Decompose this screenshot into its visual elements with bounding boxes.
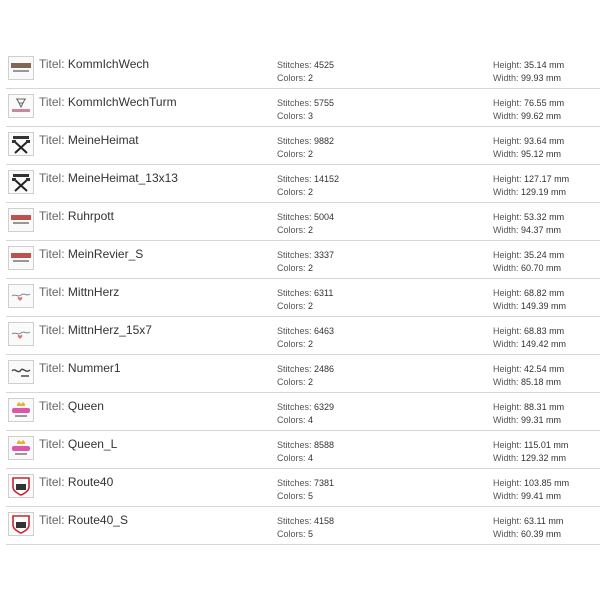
stitches-value: 3337: [314, 250, 335, 260]
title-label: Titel:: [39, 171, 65, 185]
stitches-value: 6311: [314, 288, 334, 298]
stitches-value: 5004: [314, 212, 335, 222]
width-value: 99.62 mm: [521, 111, 562, 121]
height-label: Height:: [493, 174, 522, 184]
dimension-stats: [493, 401, 564, 427]
design-title: [39, 57, 149, 71]
stitches-label: Stitches:: [277, 516, 312, 526]
stitch-stats: [277, 97, 334, 123]
stitches-value: 5755: [314, 98, 335, 108]
colors-label: Colors:: [277, 415, 306, 425]
width-value: 60.39 mm: [521, 529, 562, 539]
design-name: Ruhrpott: [67, 209, 114, 223]
colors-label: Colors:: [277, 301, 306, 311]
colors-value: 2: [308, 187, 314, 197]
design-title: [39, 133, 139, 147]
height-label: Height:: [493, 478, 522, 488]
height-value: 35.14 mm: [524, 60, 565, 70]
stitch-stats: [277, 401, 334, 427]
design-row[interactable]: [6, 89, 600, 127]
design-title: [39, 513, 128, 527]
colors-value: 4: [308, 453, 314, 463]
width-value: 99.93 mm: [521, 73, 562, 83]
stitches-value: 4525: [314, 60, 335, 70]
height-value: 103.85 mm: [524, 478, 570, 488]
width-value: 149.42 mm: [521, 339, 567, 349]
colors-value: 2: [308, 377, 314, 387]
dimension-stats: [493, 97, 564, 123]
colors-value: 5: [308, 491, 314, 501]
design-title: [39, 171, 178, 185]
ruhrpott-text-icon: [8, 56, 34, 80]
stitch-stats: [277, 477, 334, 503]
height-value: 127.17 mm: [524, 174, 570, 184]
design-name: MeinRevier_S: [67, 247, 144, 261]
design-row[interactable]: [6, 165, 600, 203]
stitches-label: Stitches:: [277, 212, 312, 222]
width-label: Width:: [493, 149, 519, 159]
design-name: Nummer1: [67, 361, 121, 375]
design-title: [39, 361, 121, 375]
title-label: Titel:: [39, 57, 65, 71]
stitch-stats: [277, 173, 339, 199]
dimension-stats: [493, 363, 564, 389]
title-label: Titel:: [39, 285, 65, 299]
height-value: 63.11 mm: [524, 516, 564, 526]
stitches-label: Stitches:: [277, 60, 312, 70]
height-label: Height:: [493, 136, 522, 146]
colors-label: Colors:: [277, 377, 306, 387]
design-name: Queen: [67, 399, 104, 413]
colors-value: 5: [308, 529, 314, 539]
stitch-stats: [277, 287, 333, 313]
colors-label: Colors:: [277, 225, 306, 235]
colors-label: Colors:: [277, 263, 306, 273]
colors-label: Colors:: [277, 111, 306, 121]
stitch-stats: [277, 515, 334, 541]
design-title: [39, 95, 177, 109]
design-row[interactable]: [6, 203, 600, 241]
height-value: 53.32 mm: [524, 212, 565, 222]
height-label: Height:: [493, 440, 522, 450]
stitches-value: 6329: [314, 402, 335, 412]
height-label: Height:: [493, 402, 522, 412]
width-value: 85.18 mm: [521, 377, 562, 387]
stitch-stats: [277, 59, 334, 85]
colors-label: Colors:: [277, 453, 306, 463]
design-row[interactable]: [6, 317, 600, 355]
dimension-stats: [493, 59, 564, 85]
width-value: 94.37 mm: [521, 225, 562, 235]
dimension-stats: [493, 211, 564, 237]
colors-label: Colors:: [277, 187, 306, 197]
height-value: 115.01 mm: [524, 440, 569, 450]
design-name: Route40: [67, 475, 114, 489]
colors-value: 2: [308, 225, 314, 235]
height-label: Height:: [493, 516, 522, 526]
design-name: MeineHeimat_13x13: [67, 171, 178, 185]
width-value: 129.19 mm: [521, 187, 567, 197]
tools-crossed-icon: [8, 132, 34, 156]
width-label: Width:: [493, 225, 519, 235]
colors-value: 2: [308, 301, 314, 311]
width-value: 99.31 mm: [521, 415, 562, 425]
design-name: MittnHerz_15x7: [67, 323, 152, 337]
ruhrpott-tower-icon: [8, 94, 34, 118]
height-label: Height:: [493, 212, 522, 222]
colors-value: 2: [308, 149, 314, 159]
stitches-label: Stitches:: [277, 326, 312, 336]
colors-label: Colors:: [277, 73, 306, 83]
design-row[interactable]: [6, 279, 600, 317]
stitches-value: 6463: [314, 326, 335, 336]
design-title: [39, 285, 119, 299]
dimension-stats: [493, 515, 563, 541]
height-value: 68.83 mm: [524, 326, 565, 336]
title-label: Titel:: [39, 361, 65, 375]
width-label: Width:: [493, 301, 519, 311]
stitches-label: Stitches:: [277, 98, 312, 108]
colors-value: 2: [308, 73, 314, 83]
stitches-label: Stitches:: [277, 250, 312, 260]
stitches-value: 4158: [314, 516, 335, 526]
queen-crown-icon: [8, 398, 34, 422]
width-label: Width:: [493, 415, 519, 425]
colors-value: 2: [308, 263, 314, 273]
stitches-value: 9882: [314, 136, 335, 146]
design-name: Route40_S: [67, 513, 128, 527]
stitches-value: 14152: [314, 174, 340, 184]
stitches-label: Stitches:: [277, 402, 312, 412]
route40-shield-icon: [8, 474, 34, 498]
stitches-label: Stitches:: [277, 440, 312, 450]
width-label: Width:: [493, 73, 519, 83]
width-value: 149.39 mm: [521, 301, 567, 311]
width-value: 60.70 mm: [521, 263, 562, 273]
colors-label: Colors:: [277, 149, 306, 159]
height-label: Height:: [493, 98, 522, 108]
height-label: Height:: [493, 326, 522, 336]
design-title: [39, 247, 143, 261]
width-label: Width:: [493, 187, 519, 197]
dimension-stats: [493, 135, 564, 161]
title-label: Titel:: [39, 209, 65, 223]
height-value: 88.31 mm: [524, 402, 565, 412]
width-label: Width:: [493, 263, 519, 273]
width-label: Width:: [493, 339, 519, 349]
design-title: [39, 209, 114, 223]
stitches-label: Stitches:: [277, 174, 312, 184]
design-row[interactable]: [6, 241, 600, 279]
queen-crown-icon: [8, 436, 34, 460]
height-label: Height:: [493, 364, 522, 374]
design-list: [6, 51, 600, 545]
colors-label: Colors:: [277, 491, 306, 501]
design-title: [39, 475, 113, 489]
height-value: 42.54 mm: [524, 364, 565, 374]
design-name: MeineHeimat: [67, 133, 139, 147]
stitch-stats: [277, 363, 334, 389]
design-name: KommIchWechTurm: [67, 95, 177, 109]
title-label: Titel:: [39, 323, 65, 337]
stitches-label: Stitches:: [277, 478, 312, 488]
width-value: 99.41 mm: [521, 491, 562, 501]
stitch-stats: [277, 325, 334, 351]
title-label: Titel:: [39, 133, 65, 147]
height-value: 76.55 mm: [524, 98, 565, 108]
title-label: Titel:: [39, 475, 65, 489]
height-label: Height:: [493, 288, 522, 298]
width-value: 95.12 mm: [521, 149, 562, 159]
stitches-value: 7381: [314, 478, 335, 488]
stitches-label: Stitches:: [277, 136, 312, 146]
design-row[interactable]: [6, 507, 600, 545]
stitch-stats: [277, 249, 334, 275]
stitches-value: 8588: [314, 440, 335, 450]
design-title: [39, 323, 152, 337]
ruhrpott-red-icon: [8, 208, 34, 232]
colors-value: 2: [308, 339, 314, 349]
width-label: Width:: [493, 453, 519, 463]
design-row[interactable]: [6, 431, 600, 469]
width-label: Width:: [493, 491, 519, 501]
design-row[interactable]: [6, 469, 600, 507]
dimension-stats: [493, 477, 569, 503]
nummer-script-icon: [8, 360, 34, 384]
height-value: 35.24 mm: [524, 250, 565, 260]
design-title: [39, 399, 104, 413]
stitches-value: 2486: [314, 364, 335, 374]
heart-script-icon: [8, 284, 34, 308]
design-title: [39, 437, 117, 451]
design-row[interactable]: [6, 51, 600, 89]
stitch-stats: [277, 439, 334, 465]
dimension-stats: [493, 249, 564, 275]
stitch-stats: [277, 135, 334, 161]
dimension-stats: [493, 173, 569, 199]
width-value: 129.32 mm: [521, 453, 567, 463]
colors-label: Colors:: [277, 339, 306, 349]
design-name: KommIchWech: [67, 57, 150, 71]
width-label: Width:: [493, 377, 519, 387]
design-name: MittnHerz: [67, 285, 120, 299]
design-row[interactable]: [6, 393, 600, 431]
design-name: Queen_L: [67, 437, 118, 451]
title-label: Titel:: [39, 399, 65, 413]
title-label: Titel:: [39, 247, 65, 261]
height-label: Height:: [493, 250, 522, 260]
colors-label: Colors:: [277, 529, 306, 539]
title-label: Titel:: [39, 513, 65, 527]
ruhrpott-red-icon: [8, 246, 34, 270]
height-value: 93.64 mm: [524, 136, 565, 146]
heart-script-icon: [8, 322, 34, 346]
dimension-stats: [493, 325, 566, 351]
stitch-stats: [277, 211, 334, 237]
colors-value: 3: [308, 111, 314, 121]
design-row[interactable]: [6, 355, 600, 393]
title-label: Titel:: [39, 95, 65, 109]
colors-value: 4: [308, 415, 314, 425]
height-value: 68.82 mm: [524, 288, 565, 298]
height-label: Height:: [493, 60, 522, 70]
tools-crossed-icon: [8, 170, 34, 194]
dimension-stats: [493, 439, 568, 465]
stitches-label: Stitches:: [277, 364, 312, 374]
width-label: Width:: [493, 111, 519, 121]
width-label: Width:: [493, 529, 519, 539]
title-label: Titel:: [39, 437, 65, 451]
dimension-stats: [493, 287, 566, 313]
route40-shield-icon: [8, 512, 34, 536]
stitches-label: Stitches:: [277, 288, 312, 298]
design-row[interactable]: [6, 127, 600, 165]
